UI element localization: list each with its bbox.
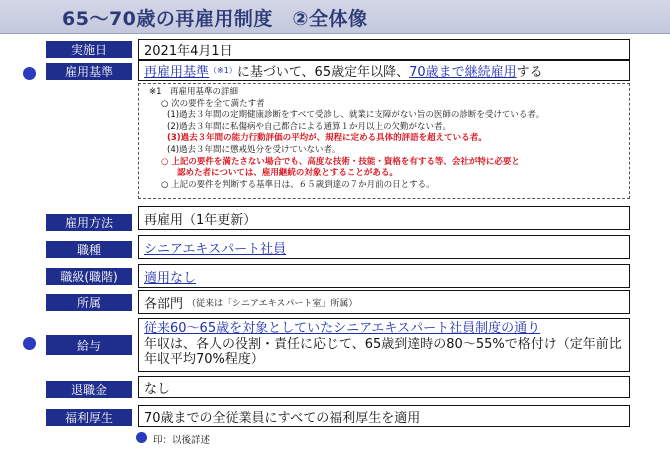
method-value: 再雇用（1年更新） (144, 212, 257, 228)
detail-marker-dot-icon (23, 337, 36, 350)
criteria-value-box (138, 60, 630, 81)
legend-text: 印：以後詳述 (153, 435, 211, 446)
criteria-link-continued-employment[interactable]: 70歳まで継続雇用 (409, 65, 517, 80)
label-criteria: 雇用基準 (46, 63, 132, 80)
job-type-link[interactable]: シニアエキスパート社員 (144, 241, 287, 257)
salary-line-2: 年収は、各人の役割・責任に応じて、65歳到達時の80～55%で格付け（定年前比 (144, 336, 622, 352)
label-welfare: 福利厚生 (46, 409, 132, 426)
detail-line: 認めた者については、雇用継続の対象とすることがある。 (177, 168, 398, 179)
detail-line: ○ 上記の要件を判断する基準日は、６５歳到達の７か月前の日とする。 (161, 179, 435, 190)
legend-dot-icon (136, 432, 147, 443)
label-retirement-allowance: 退職金 (46, 381, 132, 398)
label-salary: 給与 (46, 335, 132, 355)
welfare-value: 70歳までの全従業員にすべての福利厚生を適用 (144, 410, 421, 426)
department-value: 各部門 (144, 296, 184, 312)
implementation-value-box (138, 39, 630, 60)
detail-line: ○ 次の要件を全て満たす者 (161, 98, 265, 109)
label-implementation: 実施日 (46, 41, 132, 58)
retirement-allowance-value: なし (144, 381, 171, 397)
criteria-note-ref: （※1） (209, 66, 237, 75)
detail-line: (1)過去３年間の定期健康診断をすべて受診し、就業に支障がない旨の医師の診断を受けている者。 (167, 110, 545, 121)
detail-line: ※1 再雇用基準の詳細 (149, 87, 239, 97)
criteria-link-rehire-standard[interactable]: 再雇用基準 (144, 65, 210, 80)
page-title: 65～70歳の再雇用制度 ②全体像 (62, 8, 368, 30)
department-value-box (138, 290, 630, 314)
label-grade: 職級(職階) (46, 268, 132, 285)
detail-marker-dot-icon (23, 67, 36, 80)
salary-value-box (138, 318, 630, 372)
implementation-value: 2021年4月1日 (144, 44, 233, 59)
label-department: 所属 (46, 294, 132, 311)
detail-line: (4)過去３年間に懲戒処分を受けていない者。 (167, 144, 341, 155)
welfare-value-box (138, 405, 630, 427)
detail-line: ○ 上記の要件を満たさない場合でも、高度な技術・技能・資格を有する等、会社が特に必要と (161, 156, 520, 167)
title-bar (0, 0, 670, 34)
retirement-allowance-value-box (138, 376, 630, 398)
method-value-box (138, 206, 630, 230)
salary-line-3: 年収平均70%程度） (144, 352, 264, 367)
detail-line: (3)過去３年間の能力行動評価の平均が、規程に定める具体的評語を超えている者。 (167, 133, 487, 144)
criteria-text-end: する (516, 65, 543, 80)
grade-value-box (138, 264, 630, 288)
department-note: （従来は「シニアエキスパート室」所属） (187, 298, 358, 309)
job-type-value-box (138, 235, 630, 259)
criteria-text-mid: に基づいて、65歳定年以降、 (236, 65, 410, 80)
criteria-detail-box (138, 83, 630, 199)
label-job-type: 職種 (46, 241, 132, 258)
grade-link[interactable]: 適用なし (144, 270, 197, 286)
label-method: 雇用方法 (46, 214, 132, 231)
detail-line: (2)過去３年間に私傷病や自己都合による通算１か月以上の欠勤がない者。 (167, 121, 452, 132)
salary-link-senior-expert-system[interactable]: 従来60～65歳を対象としていたシニアエキスパート社員制度の通り (144, 321, 541, 336)
